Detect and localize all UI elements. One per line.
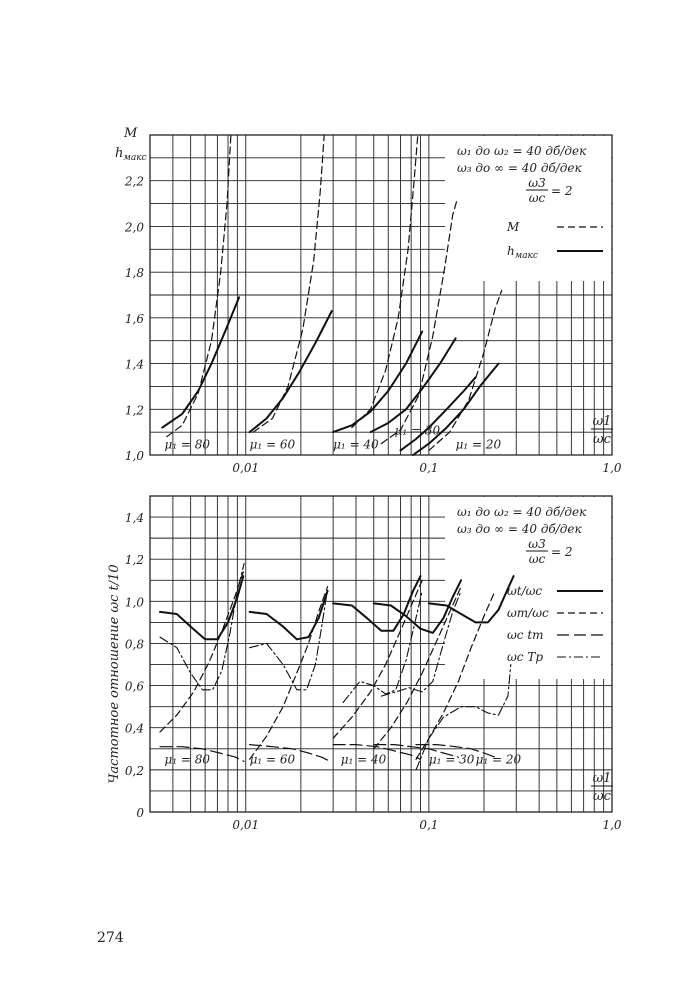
bottom-ytick-label: 1,0 — [124, 595, 144, 610]
bottom-ratio-den: ωc — [528, 552, 546, 566]
bottom-ratio-num: ω3 — [528, 537, 546, 551]
top-legend-label: M — [507, 220, 520, 234]
top-xtick-label: 0,1 — [419, 461, 439, 475]
bottom-legend-label: ωc tm — [507, 628, 544, 642]
top-group-label: μ₁ = 20 — [455, 437, 502, 452]
top-group-label: μ₁ = 30 — [394, 423, 441, 438]
bottom-ytick-label: 0,8 — [124, 637, 144, 652]
bottom-group-label: μ₁ = 30 — [428, 752, 475, 767]
top-xtick-label: 1,0 — [602, 461, 622, 475]
chart-top — [0, 0, 680, 480]
chart-bottom — [0, 480, 680, 860]
bottom-series-7 — [250, 589, 328, 690]
top-condition: ω₁ до ω₂ = 40 дб/дек — [457, 144, 587, 158]
bottom-legend-label: ωc Tp — [507, 650, 544, 664]
top-series-3 — [250, 311, 332, 432]
bottom-ytick-label: 0 — [136, 806, 144, 820]
bottom-legend-label: ωm/ωc — [507, 606, 549, 620]
bottom-ytick-label: 0,4 — [124, 721, 144, 736]
bottom-group-label: μ₁ = 80 — [164, 752, 211, 767]
top-legend-label: $h_{макс}$ — [507, 244, 538, 261]
top-series-4 — [352, 135, 418, 428]
top-ytick-label: 1,6 — [124, 311, 144, 326]
top-ratio-value: = 2 — [551, 184, 573, 198]
bottom-legend-label: ωt/ωc — [507, 584, 543, 598]
bottom-group-label: μ₁ = 60 — [249, 752, 296, 767]
bottom-ratio-value: = 2 — [551, 545, 573, 559]
top-ytick-label: 1,4 — [124, 357, 144, 372]
bottom-ytick-label: 1,2 — [124, 553, 144, 568]
top-yaxis-label-h: $h_{макс}$ — [115, 146, 147, 163]
page-number: 274 — [97, 930, 124, 946]
bottom-ytick-label: 0,2 — [124, 763, 144, 778]
top-ytick-label: 2,0 — [124, 220, 144, 235]
top-xaxis-label-num: ω1 — [592, 414, 612, 429]
top-series-7 — [371, 338, 456, 432]
top-group-label: μ₁ = 60 — [249, 437, 296, 452]
bottom-xtick-label: 0,1 — [419, 818, 439, 832]
top-xaxis-label-den: ωc — [593, 432, 611, 447]
bottom-xaxis-label-num: ω1 — [592, 771, 612, 786]
bottom-group-label: μ₁ = 20 — [475, 752, 522, 767]
bottom-ytick-label: 0,6 — [124, 679, 144, 694]
bottom-ytick-label: 1,4 — [124, 511, 144, 526]
top-ytick-label: 1,8 — [124, 266, 144, 281]
top-ytick-label: 1,0 — [124, 449, 144, 463]
top-ratio-num: ω3 — [528, 176, 546, 190]
bottom-yaxis-label: Частотное отношение ωc t/10 — [107, 564, 122, 784]
bottom-series-4 — [250, 591, 328, 640]
top-ytick-label: 2,2 — [124, 174, 144, 189]
top-yaxis-label-m: M — [124, 126, 138, 141]
top-condition: ω₃ до ∞ = 40 дб/дек — [457, 161, 582, 175]
top-ytick-label: 1,2 — [124, 403, 144, 418]
bottom-xtick-label: 0,01 — [232, 818, 260, 832]
bottom-group-label: μ₁ = 40 — [340, 752, 387, 767]
top-group-label: μ₁ = 80 — [164, 437, 211, 452]
bottom-condition: ω₃ до ∞ = 40 дб/дек — [457, 522, 582, 536]
top-ratio-den: ωc — [528, 191, 546, 205]
top-group-label: μ₁ = 40 — [333, 437, 379, 452]
top-series-5 — [333, 332, 422, 433]
bottom-xtick-label: 1,0 — [602, 818, 622, 832]
bottom-xaxis-label-den: ωc — [593, 789, 611, 804]
top-xtick-label: 0,01 — [232, 461, 260, 475]
bottom-condition: ω₁ до ω₂ = 40 дб/дек — [457, 505, 587, 519]
